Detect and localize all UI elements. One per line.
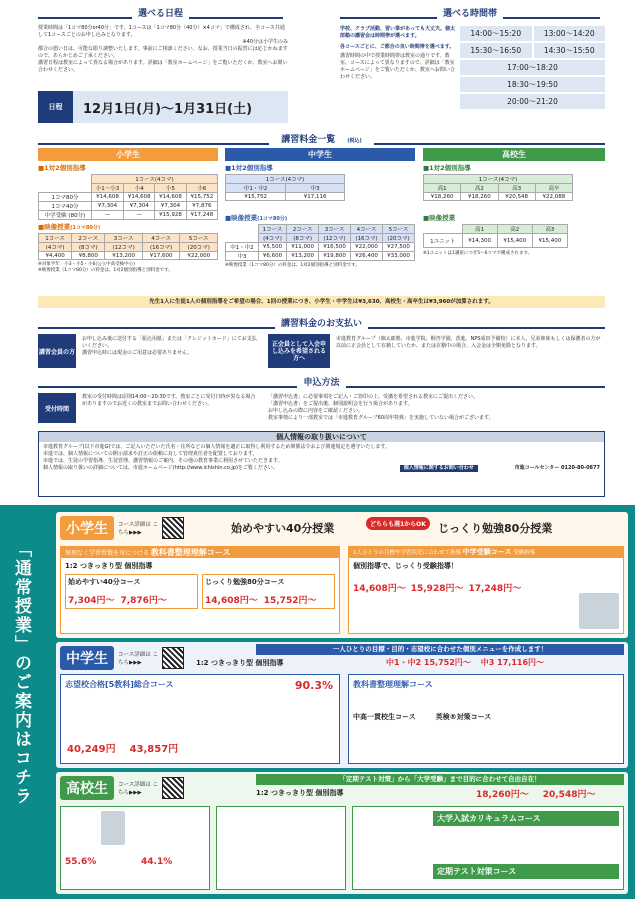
elementary-foot: ※映像授業（1コマ80分）の料金は、1対2個別指導と別料金です。 <box>38 268 173 273</box>
high-rates <box>60 806 210 890</box>
elem-left-lead: 無理なく学習習慣を身につける <box>65 550 149 557</box>
junior-table: 1コース(4コマ) 中1・中2 中3 ¥15,752 ¥17,116 <box>225 174 345 201</box>
fees-elementary-sub: ■1対2個別指導 <box>38 164 86 172</box>
privacy-box <box>38 431 605 497</box>
regular-junior-card <box>56 642 628 768</box>
payment-member-label: 講習会員の方 <box>38 334 76 368</box>
high-price: 20,548円〜 <box>542 790 596 800</box>
timeslots-text <box>340 26 457 81</box>
schedule-note: 講習日程は教室によって異なる場合があります。詳細は「教室ホームページ」をご覧いただくか、教室へお問い合わせください。 <box>38 60 288 73</box>
schedule-note: 都合の悪い日は、可能な限り調整いたします。事前にご相談ください。なお、授業当日の振替には応じかねますので、あらかじめご了承ください。 <box>38 46 288 59</box>
regular-junior-tag: 中学生 <box>60 646 114 670</box>
timeslots-detail: 講習時間の中で授業時間帯は教室の通りです。教室、コースによって異なりますので、詳細は「教室ホームページ」をご覧いただくか、教室へお問い合わせください。 <box>340 53 455 80</box>
high-rate1: 55.6% <box>65 857 97 867</box>
price80b: 15,752円〜 <box>263 596 317 606</box>
elem-right-course <box>348 546 624 634</box>
high-rate2: 44.1% <box>141 857 173 867</box>
combo-rate: 90.3% <box>294 679 333 692</box>
timeslot: 13:00〜14:20 <box>534 26 606 41</box>
junior-combo <box>60 674 340 764</box>
payment-regular-label: 正会員として入会申し込みを希望される方へ <box>268 334 330 368</box>
schedule-title: 選べる日程 <box>38 6 283 18</box>
combo-price: 43,857円 <box>129 744 179 755</box>
junior-right-sub2: 中高一貫校生コース <box>353 713 416 721</box>
fees-high-header: 高校生 <box>423 148 605 161</box>
fees-high-sub: ■1対2個別指導 <box>423 164 471 172</box>
fees-banner: 先生1人に生徒1人の個別指導をご希望の場合、1回の授業につき、小学生・中学生は¥3,630、高校生・高卒生は¥3,960が加算されます。 <box>38 296 605 308</box>
regular-high-tag: 高校生 <box>60 776 114 800</box>
privacy-item: 市進では、生徒の学習指導、生徒管理、講習情報のご案内、その他の教育事業に利用させていただきます。 <box>43 458 283 464</box>
junior-video-table: 1コース 2コース 3コース 4コース 5コース (4コマ) (8コマ) (12コマ) (16コマ) (20コマ) 中1・中2 ¥5,500 ¥11,000 ¥16,500 ¥22,000 ¥27,500 中3 ¥6,600 ¥13,200 ¥19,800 ¥26,400 ¥33,000 <box>225 224 415 261</box>
high-right <box>352 806 624 890</box>
apply-note: 「講習申込書」をご提出後、個別説明会を行う場合があります。 <box>268 401 413 407</box>
elem-right-title: 中学受験コース <box>462 548 512 556</box>
payment-regular-text: 市進教育グループ（個太郎塾、市進学院、桐杏学園、茨進、NPS成田予備校）に本人、兄弟姉妹もしくは保護者の方が以前に正会員として在籍していたか、または在籍中の場合、入会金は全額免除となります。 <box>336 336 601 349</box>
timeslot-grid <box>460 26 605 109</box>
high-middle <box>216 806 346 890</box>
elementary-table: 1コース(4コマ) 小1〜小3 小4 小5 小6 1コマ80分 ¥14,608 ¥14,608 ¥14,608 ¥15,752 1コマ40分 ¥7,304 ¥7,304 ¥7,304 ¥7,876 中学受験 (80分) — — ¥15,928 ¥17,248 <box>38 174 218 220</box>
high-price: 18,260円〜 <box>476 790 529 800</box>
elem-headline1: 始めやすい40分授業 <box>231 522 335 535</box>
elem-headline2: じっくり勉強80分授業 <box>438 522 553 535</box>
elementary-video-title: ■映像授業(1コマ80分) <box>38 223 101 231</box>
qr-code-icon[interactable] <box>162 777 184 799</box>
timeslot: 17:00〜18:20 <box>460 60 605 75</box>
combo-price: 40,249円 <box>67 744 116 755</box>
schedule-label: 日程 <box>38 91 73 123</box>
fees-high <box>423 148 605 256</box>
regular-elementary-tag: 小学生 <box>60 516 114 540</box>
junior-sub: 1:2 つきっきり型 個別指導 <box>196 659 284 667</box>
junior-foot: ※映像授業（1コマ80分）の料金は、1対2個別指導と別料金です。 <box>225 263 360 268</box>
schedule-dates: 12月1日(月)〜1月31日(土) <box>73 91 288 123</box>
timeslot: 20:00〜21:20 <box>460 94 605 109</box>
price80a: 14,608円〜 <box>205 596 258 606</box>
high-table: 1コース(4コマ) 高1 高2 高3 高卒 ¥18,260 ¥18,260 ¥20,548 ¥22,088 <box>423 174 573 201</box>
timeslot: 15:30〜16:50 <box>460 43 532 58</box>
privacy-item: 個人情報の取り扱いの詳細については、市進ホームページ(http://www.ichishin.co.jp)をご覧ください。 <box>43 465 278 471</box>
high-video-table: 高1 高2 高3 1ユニット ¥14,300 ¥15,400 ¥15,400 <box>423 224 568 248</box>
course40: 始めやすい40分コース <box>68 578 141 586</box>
privacy-title: 個人情報の取り扱いについて <box>39 432 604 442</box>
schedule-note-side: ※40分は小学生のみ <box>242 39 288 45</box>
schedule-note: 授業時間は「1コマ80分or40分」です。1コースは「1コマ80分（40分）×4コマ」で構成され、全コース共通して1コースごとのお申し込みとなります。 <box>38 25 285 38</box>
juken-price: 17,248円〜 <box>468 584 522 594</box>
timeslot: 18:30〜19:50 <box>460 77 605 92</box>
junior-video-title: ■映像授業(1コマ80分) <box>225 214 288 222</box>
student-photo <box>579 593 619 629</box>
teacher-photo <box>101 811 125 845</box>
payment-note: 講習申込時には現金のご用意は必要ありません。 <box>82 350 193 356</box>
elementary-foot: ※対象学年：小3・小5・小6(公立中高受検中心) <box>38 262 135 267</box>
elem-left-title: 教科書整理理解コース <box>150 548 231 557</box>
elementary-video-table: 1コース 2コース 3コース 4コース 5コース (4コマ) (8コマ) (12コマ) (16コマ) (20コマ) ¥4,400 ¥8,800 ¥13,200 ¥17,600 ¥22,000 <box>38 233 218 260</box>
timeslots-lead: 学校、クラブ活動、習い事があっても大丈夫。個太郎塾の講習会は時間帯が選べます。 <box>340 26 455 39</box>
regular-elementary-card <box>56 512 628 638</box>
qr-code-icon[interactable] <box>162 647 184 669</box>
junior-banner: 一人ひとりの目標・目的・志望校に合わせた個別メニューを作成します！ <box>256 644 624 655</box>
elem-right-lead: 1人ひとりの目標や学習状況に合わせて指導 <box>353 550 462 556</box>
high-right1: 大学入試カリキュラムコース <box>433 811 619 826</box>
junior-right-title: 教科書整理理解コース <box>353 680 433 689</box>
elem-right-tags: 受験指導 <box>513 550 536 556</box>
timeslots-title: 選べる時間帯 <box>340 6 600 18</box>
junior-price: 中3 17,116円〜 <box>480 658 545 667</box>
timeslot: 14:30〜15:50 <box>534 43 606 58</box>
regular-vertical-title: 「通常授業」のご案内はコチラ <box>11 540 31 806</box>
timeslot: 14:00〜15:20 <box>460 26 532 41</box>
privacy-item: 市進教育グループ(以下市進G)では、ご記入いただいた氏名・住所などの個人情報を適正に取得し利用するため関係法令および関連規定を遵守いたします。 <box>43 444 390 450</box>
apply-note: お申し込みの際に内容をご確認ください。 <box>268 408 364 414</box>
privacy-item: 市進では、個人情報についての開示請求や訂正の依頼に対して管理責任者を配置しております。 <box>43 451 258 457</box>
elem-right-sub: 個別指導で、じっくり受験指導！ <box>353 562 458 570</box>
fees-elementary-header: 小学生 <box>38 148 218 161</box>
fees-junior <box>225 148 415 268</box>
elem-left-course <box>60 546 340 634</box>
junior-price: 中1・中2 15,752円〜 <box>386 658 471 667</box>
payment-note: お申し込み後に送付する「振込用紙」または「クレジットカード」にてお支払いください。 <box>82 336 257 349</box>
apply-title: 申込方法 <box>38 375 605 387</box>
juken-price: 14,608円〜 <box>353 584 406 594</box>
price40a: 7,304円〜 <box>68 596 115 606</box>
regular-elementary-more[interactable]: コース詳細は こちら▶▶▶ <box>118 522 158 536</box>
price40b: 7,876円〜 <box>120 596 167 606</box>
fees-junior-header: 中学生 <box>225 148 415 161</box>
regular-junior-more[interactable]: コース詳細は こちら▶▶▶ <box>118 652 158 666</box>
combo-title: 志望校合格[5教科]総合コース <box>65 680 174 689</box>
apply-right-text <box>268 394 605 422</box>
payment-member-text <box>82 336 257 357</box>
elem-left-sub: 1:2 つきっきり型 個別指導 <box>65 562 153 570</box>
fees-title: 講習料金一覧 (税込) <box>38 132 605 144</box>
juken-price: 15,928円〜 <box>410 584 464 594</box>
course80: じっくり勉強80分コース <box>205 578 285 586</box>
timeslots-lead2: 各コースごとに、ご都合の良い時間帯を選べます。 <box>340 44 455 50</box>
fees-junior-sub: ■1対2個別指導 <box>225 164 273 172</box>
regular-high-card <box>56 772 628 894</box>
high-banner: 「定期テスト対策」から「大学受験」まで目的に合わせて自由自在！ <box>256 774 624 785</box>
privacy-contact: 市進コールセンター 0120-80-0877 <box>514 465 600 471</box>
apply-note: 「講習申込書」に必要事項をご記入・ご捺印の上、受講を希望される教室にご提出ください。 <box>268 394 479 400</box>
apply-label: 受付時間 <box>38 393 76 423</box>
schedule-notes <box>38 25 288 74</box>
high-sub: 1:2 つきっきり型 個別指導 <box>256 789 344 797</box>
junior-right <box>348 674 624 764</box>
fees-elementary <box>38 148 218 273</box>
elem-badge: どちらも週1からOK <box>366 517 430 530</box>
high-video-title: ■映像授業 <box>423 214 456 222</box>
high-right2: 定期テスト対策コース <box>433 864 619 879</box>
privacy-contact-label: 個人情報に関するお問い合わせ <box>400 465 478 472</box>
regular-high-more[interactable]: コース詳細は こちら▶▶▶ <box>118 782 158 796</box>
payment-title: 講習料金のお支払い <box>38 316 605 328</box>
junior-right-sub3: 英検®対策コース <box>435 713 492 721</box>
apply-left-text: 教室の受付時間は原則14:00〜20:30です。教室ごとに受付日時が異なる場合がありますのでお近くの教室までお問い合わせください。 <box>82 394 256 407</box>
apply-note: 教室事情により一部教室では「市進教育グループ60周年特典」を実施していない場合がございます。 <box>268 415 494 421</box>
high-foot: ※1ユニットは1講座につき5〜6コマで構成されます。 <box>423 251 533 256</box>
qr-code-icon[interactable] <box>162 517 184 539</box>
